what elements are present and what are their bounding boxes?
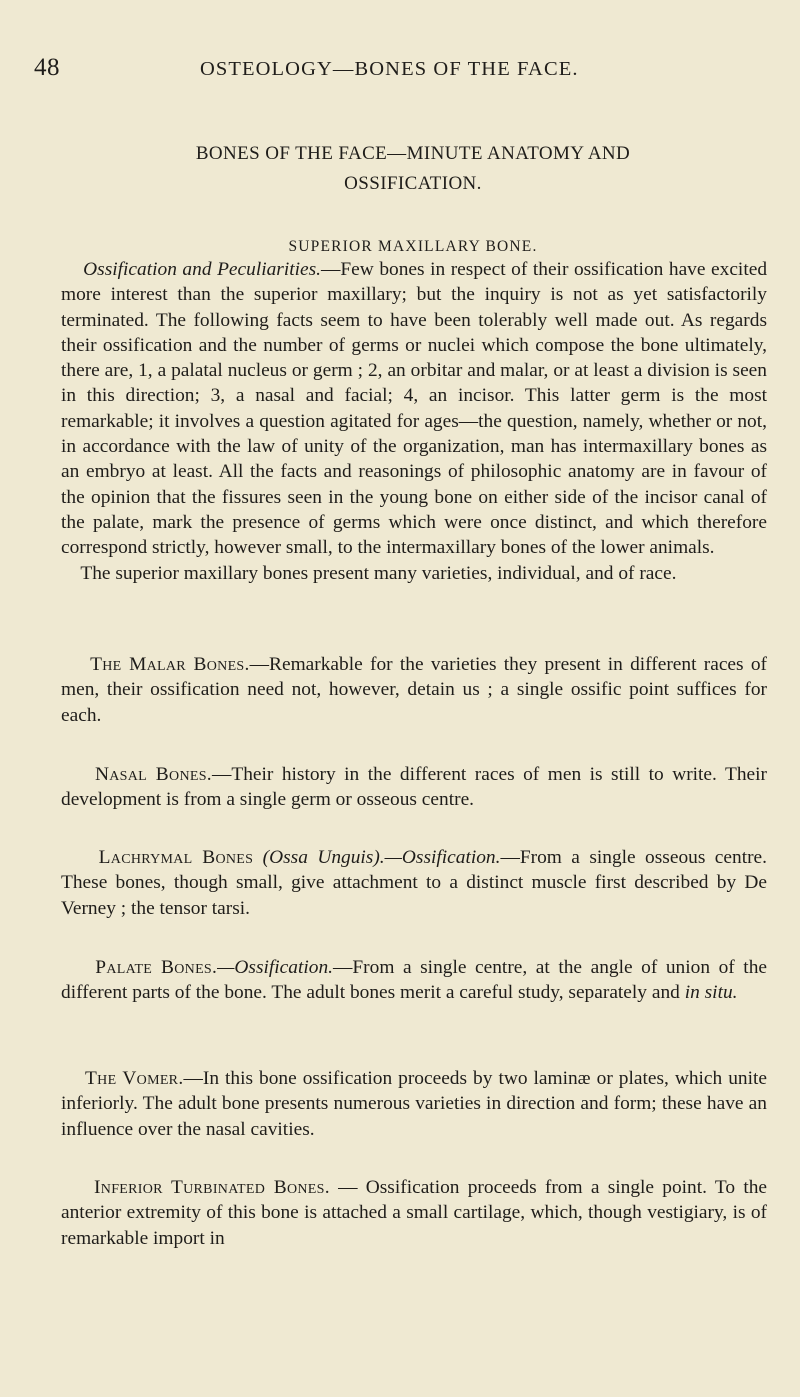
chapter-heading	[60, 139, 766, 199]
malar-bones-paragraph	[61, 652, 767, 728]
vomer-paragraph	[61, 1066, 767, 1142]
chapter-heading-line-1: BONES OF THE FACE—MINUTE ANATOMY AND	[195, 143, 631, 164]
paragraph-subhead: —Ossification.	[384, 847, 501, 868]
paragraph-subhead: —Ossification.	[217, 957, 333, 978]
superior-maxillary-paragraph	[61, 257, 767, 586]
nasal-bones-paragraph	[61, 762, 767, 813]
paragraph-text: —From a single osseous centre. These bones, though small, give attachment to a distinct muscle first described by De Verney ; the tensor tarsi.	[61, 847, 767, 919]
page-number: 48	[34, 54, 60, 81]
paragraph-lead: Inferior Turbinated Bones.	[94, 1177, 330, 1198]
palate-bones-paragraph	[61, 955, 767, 1006]
paragraph-text: —From a single centre, at the angle of union of the different parts of the bone. The adult bones merit a careful study, separately and	[61, 957, 768, 1004]
in-situ-text: in situ.	[684, 982, 738, 1004]
inferior-turbinated-paragraph	[61, 1175, 767, 1251]
paragraph-text: —In this bone ossification proceeds by two laminæ or plates, which unite inferiorly. The adult bone presents numerous varieties in direction and form; these have an influence over the nasal cavities.	[61, 1068, 768, 1140]
paragraph-lead: Lachrymal Bones	[98, 847, 254, 868]
paragraph-lead: The Vomer.	[85, 1068, 184, 1089]
paragraph-text: —Their history in the different races of men is still to write. Their development is from a single germ or osseous centre.	[61, 764, 768, 811]
paragraph-lead: Palate Bones.	[95, 957, 218, 978]
section-heading: SUPERIOR MAXILLARY BONE.	[288, 238, 538, 255]
running-title: OSTEOLOGY—BONES OF THE FACE.	[200, 58, 579, 80]
latin-name: (Ossa Unguis).	[262, 847, 385, 868]
paragraph-text: The superior maxillary bones present many varieties, individual, and of race.	[80, 562, 677, 584]
paragraph-lead: Ossification and Peculiarities.	[83, 259, 321, 280]
lachrymal-bones-paragraph	[61, 845, 767, 921]
paragraph-lead: The Malar Bones.	[90, 654, 250, 675]
paragraph-lead: Nasal Bones.	[94, 764, 212, 785]
paragraph-text: —Few bones in respect of their ossification have excited more interest than the superior maxillary; but the inquiry is not as yet satisfactorily terminated. The following facts seem to have been tolerably well made out. As regards their ossification and the number of germs or nuclei which compose the bone ultimately, there are, 1, a palatal nucleus or germ ; 2, an orbitar and malar, or at least a division is seen in this direction; 3, a nasal and facial; 4, an incisor. This latter germ is the most remarkable; it involves a question agitated for ages—the question, namely, whether or not, in accordance with the law of unity of the organization, man has intermaxillary bones as an embryo at least. All the facts and reasonings of philosophic anatomy are in favour of the opinion that the fissures seen in the young bone on either side of the incisor canal of the palate, mark the presence of germs which were once distinct, and which therefore correspond strictly, however small, to the intermaxillary bones of the lower animals.	[61, 259, 768, 559]
paragraph-text: —Remarkable for the varieties they present in different races of men, their ossification need not, however, detain us ; a single ossific point suffices for each.	[61, 654, 768, 726]
paragraph-text: — Ossification proceeds from a single point. To the anterior extremity of this bone is attached a small cartilage, which, though vestigiary, is of remarkable import in	[61, 1177, 768, 1249]
chapter-heading-line-2: OSSIFICATION.	[344, 173, 482, 194]
running-head	[0, 54, 800, 94]
